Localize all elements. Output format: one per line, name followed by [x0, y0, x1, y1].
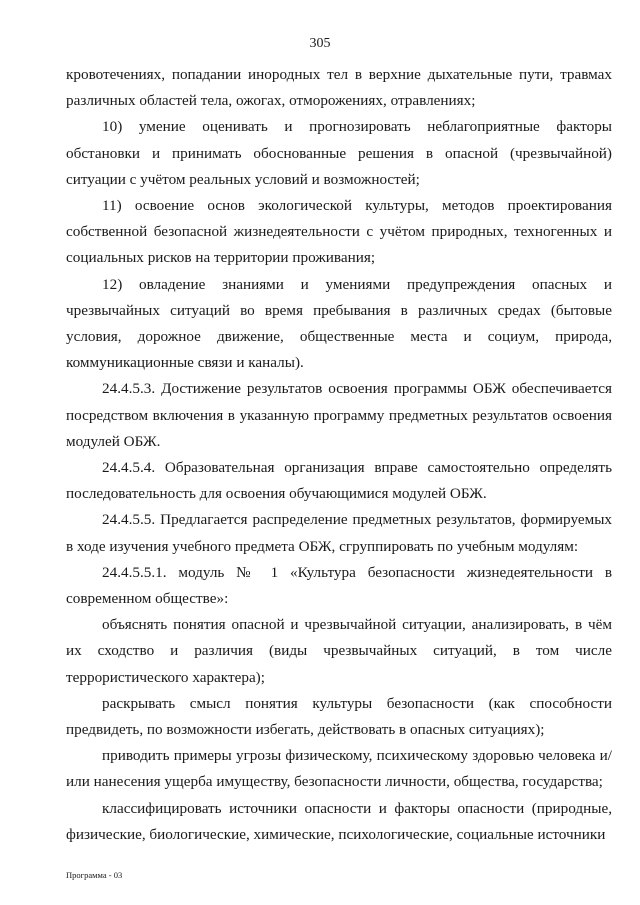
- paragraph-result-explain: объяснять понятия опасной и чрезвычайной ситуации, анализировать, в чём их сходство и различия (виды чрезвычайных ситуаций, в том числе террористического характера);: [66, 616, 612, 686]
- paragraph-module-1-heading: 24.4.5.5.1. модуль № 1 «Культура безопасности жизнедеятельности в современном обществе»:: [66, 563, 612, 608]
- paragraph-result-classify: классифицировать источники опасности и факторы опасности (природные, физические, биологические, химические, психологические, социальные источники: [66, 799, 612, 843]
- paragraph-item-11: 11) освоение основ экологической культуры, методов проектирования собственной безопасной жизнедеятельности с учётом природных, техногенных и социальных рисков на территории проживания;: [66, 197, 612, 267]
- paragraph-result-reveal: раскрывать смысл понятия культуры безопасности (как способности предвидеть, по возможности избегать, действовать в опасных ситуациях);: [66, 694, 612, 739]
- paragraph-item-10: 10) умение оценивать и прогнозировать неблагоприятные факторы обстановки и принимать обоснованные решения в опасной (чрезвычайной) ситуации с учётом реальных условий и возможностей;: [66, 118, 612, 188]
- paragraph-section-24-4-5-3: 24.4.5.3. Достижение результатов освоения программы ОБЖ обеспечивается посредством включения в указанную программу предметных результатов освоения модулей ОБЖ.: [66, 380, 612, 450]
- paragraph-result-examples: приводить примеры угрозы физическому, психическому здоровью человека и/или нанесения ущерба имуществу, безопасности личности, общества, государства;: [66, 747, 612, 791]
- paragraph-section-24-4-5-4: 24.4.5.4. Образовательная организация вправе самостоятельно определять последовательность для освоения обучающимися модулей ОБЖ.: [66, 459, 612, 503]
- paragraph-continuation: кровотечениях, попадании инородных тел в верхние дыхательные пути, травмах различных областей тела, ожогах, отморожениях, отравлениях;: [66, 66, 612, 110]
- footer-label: Программа - 03: [66, 870, 123, 880]
- document-body: [66, 62, 612, 848]
- paragraph-item-12: 12) овладение знаниями и умениями предупреждения опасных и чрезвычайных ситуаций во время пребывания в различных средах (бытовые условия, дорожное движение, общественные места и социум, природа, коммуникационные связи и каналы).: [66, 275, 612, 372]
- page-number: 305: [309, 36, 331, 51]
- paragraph-section-24-4-5-5: 24.4.5.5. Предлагается распределение предметных результатов, формируемых в ходе изучения учебного предмета ОБЖ, сгруппировать по учебным модулям:: [66, 511, 612, 555]
